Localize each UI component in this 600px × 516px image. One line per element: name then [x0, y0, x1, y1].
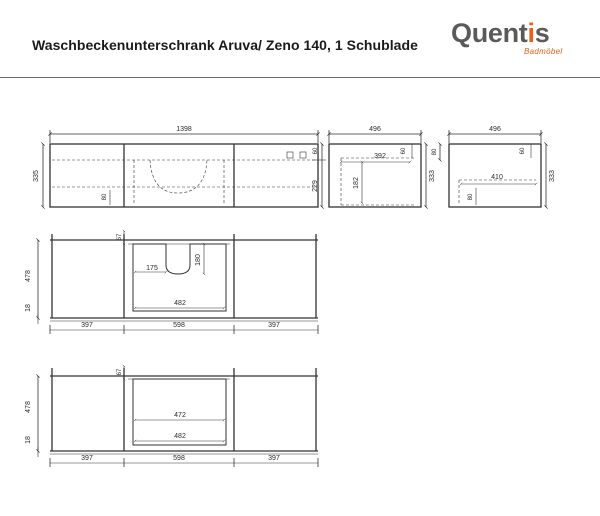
side1-small-a-label: 60 [401, 147, 407, 155]
plan1-seg-mid-label: 598 [173, 322, 185, 329]
plan1-seg-right-label: 397 [268, 322, 280, 329]
front-inner-label: 229 [312, 180, 319, 192]
plan2-panel-label: 18 [25, 436, 32, 444]
side2-small-b-label: 80 [432, 148, 438, 156]
side1-inner-width-label: 392 [374, 153, 386, 160]
logo-wordmark: Quentis [451, 18, 550, 48]
side2-small-c-label: 80 [468, 193, 474, 201]
side2-inner-width-label: 410 [491, 174, 503, 181]
plan2-seg-left-label: 397 [81, 455, 93, 462]
side1-inner-height-label: 182 [353, 177, 360, 189]
front-view [43, 130, 326, 207]
front-small-b-label: 80 [102, 193, 108, 201]
side1-height-label: 333 [429, 170, 436, 182]
plan2-depth-label: 478 [25, 401, 32, 413]
plan2-inner-b-label: 482 [174, 433, 186, 440]
side-view-1 [329, 130, 426, 207]
front-width-label: 1398 [176, 126, 192, 133]
plan1-inner-width-label: 482 [174, 300, 186, 307]
plan1-cutout-x-label: 175 [146, 265, 158, 272]
front-height-label: 335 [33, 170, 40, 182]
plan1-cutout-depth-label: 180 [195, 254, 202, 266]
page-title: Waschbeckenunterschrank Aruva/ Zeno 140, 1 Schublade [32, 37, 418, 53]
plan1-top-label: 67 [117, 233, 123, 241]
logo-subtitle: Badmöbel [524, 47, 563, 56]
plan2-seg-right-label: 397 [268, 455, 280, 462]
side-view-2 [440, 130, 546, 207]
plan1-depth-label: 478 [25, 270, 32, 282]
plan1-seg-left-label: 397 [81, 322, 93, 329]
side2-height-label: 333 [549, 170, 556, 182]
plan2-top-label: 67 [117, 368, 123, 376]
side2-width-label: 496 [489, 126, 501, 133]
plan2-seg-mid-label: 598 [173, 455, 185, 462]
side1-width-label: 496 [369, 126, 381, 133]
plan1-panel-label: 18 [25, 304, 32, 312]
plan-view-1 [38, 231, 318, 334]
front-small-a-label: 60 [313, 147, 319, 155]
plan2-inner-a-label: 472 [174, 412, 186, 419]
side2-small-a-label: 60 [520, 147, 526, 155]
